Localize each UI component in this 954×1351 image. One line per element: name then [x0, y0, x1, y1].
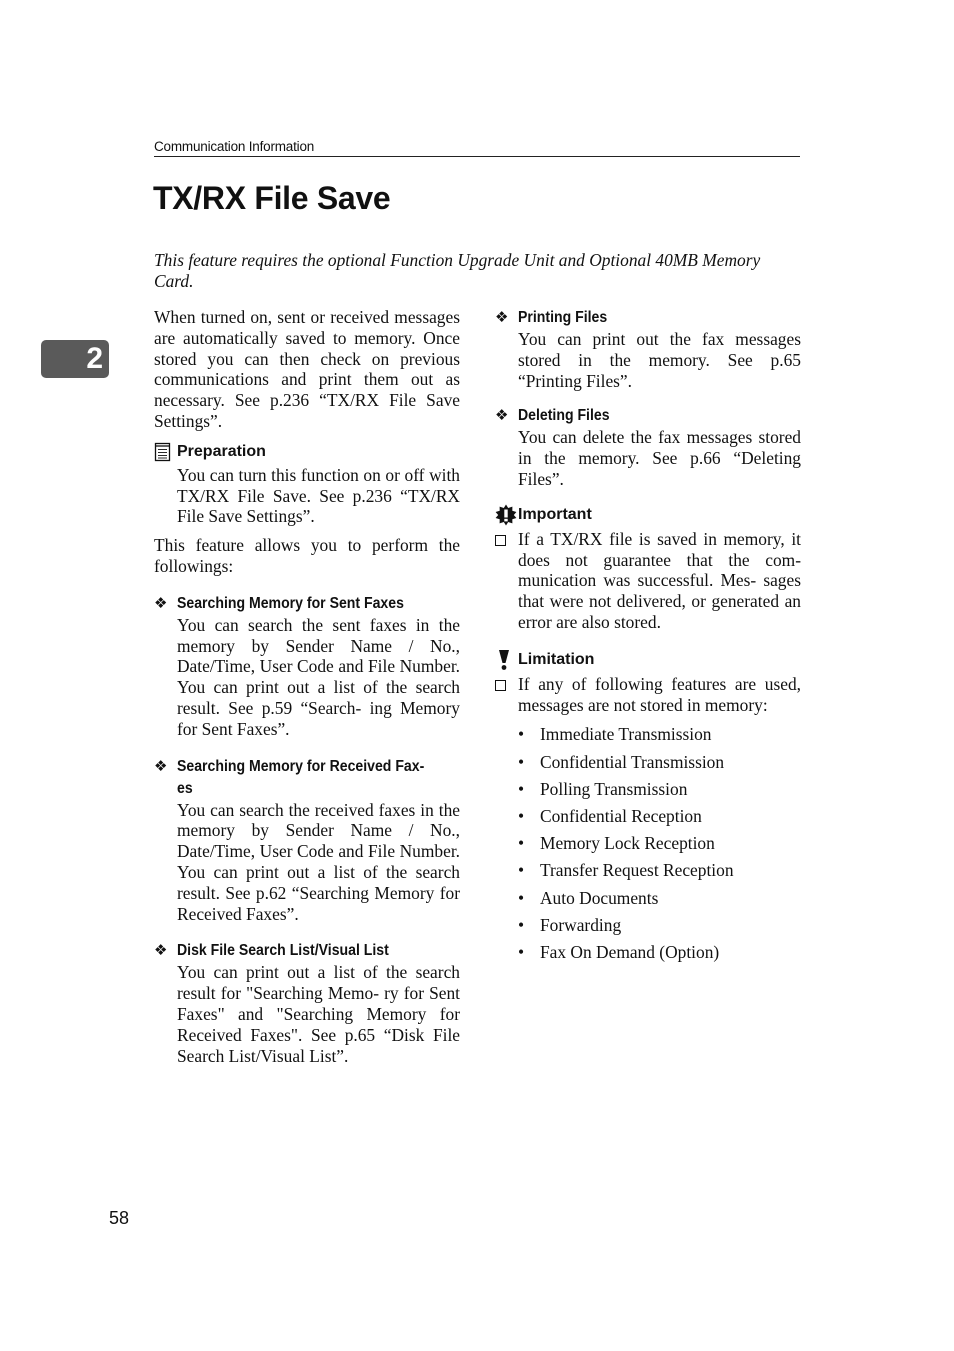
- item-deleting-files: [495, 405, 801, 489]
- diamond-icon: ❖: [154, 757, 168, 775]
- important-item: [495, 529, 801, 633]
- list-item: • Memory Lock Reception: [518, 830, 801, 857]
- item-heading: ❖ Deleting Files: [495, 405, 801, 427]
- bullet-icon: •: [518, 941, 525, 962]
- bullet-icon: •: [518, 778, 525, 799]
- list-item: • Forwarding: [518, 912, 801, 939]
- limitation-heading: [495, 649, 801, 671]
- item-heading: ❖ Disk File Search List/Visual List: [154, 940, 460, 962]
- notepad-icon: [154, 442, 172, 462]
- list-item: • Polling Transmission: [518, 776, 801, 803]
- important-label: Important: [518, 505, 592, 523]
- limitation-item: [495, 674, 801, 716]
- bullet-icon: •: [518, 833, 525, 854]
- bullet-icon: •: [518, 751, 525, 772]
- item-search-received: [154, 756, 460, 925]
- item-heading: ❖ Printing Files: [495, 307, 801, 329]
- exclamation-icon: [495, 649, 513, 671]
- diamond-icon: ❖: [495, 309, 509, 326]
- bullet-icon: •: [518, 860, 525, 881]
- bullet-icon: •: [518, 914, 525, 935]
- limitation-label: Limitation: [518, 650, 595, 668]
- list-item: • Transfer Request Reception: [518, 857, 801, 884]
- running-header: Communication Information: [154, 139, 800, 157]
- item-body: You can print out a list of the search result for "Searching Memo- ry for Sent Faxes" and "Searching Memory for Received Faxes". See p.65 “Disk File Search List/Visual List”.: [177, 962, 460, 1066]
- diamond-icon: ❖: [495, 407, 509, 425]
- item-heading: ❖ Searching Memory for Received Fax- es: [154, 757, 425, 797]
- item-disk-file-search: [154, 940, 460, 1066]
- item-printing-files: [495, 307, 801, 391]
- item-heading: ❖ Searching Memory for Sent Faxes: [154, 593, 460, 615]
- important-heading: [495, 504, 801, 526]
- item-body: You can print out the fax messages stored in the memory. See p.65 “Printing Files”.: [518, 329, 801, 391]
- right-column: [495, 307, 801, 966]
- page-number: 58: [109, 1208, 130, 1228]
- preparation-label: Preparation: [177, 442, 266, 460]
- page-title: TX/RX File Save: [153, 180, 391, 216]
- bullet-icon: •: [518, 724, 525, 745]
- item-body: You can delete the fax messages stored in the memory. See p.66 “Deleting Files”.: [518, 427, 801, 489]
- list-item: • Confidential Transmission: [518, 749, 801, 776]
- list-item: • Confidential Reception: [518, 803, 801, 830]
- limitation-body: If any of following features are used, messages are not stored in memory:: [518, 673, 801, 715]
- preparation-heading: [154, 442, 460, 462]
- limitation-note: [495, 649, 801, 966]
- list-item: • Auto Documents: [518, 885, 801, 912]
- item-body: You can search the sent faxes in the memory by Sender Name / No., Date/Time, User Code and File Number. You can print out a list of the search result. See p.59 “Search- ing Memory for Sent Faxes”.: [177, 614, 460, 739]
- list-item: • Immediate Transmission: [518, 721, 801, 748]
- preparation-note: [154, 442, 460, 527]
- item-search-sent: [154, 593, 460, 740]
- paragraph-overview: When turned on, sent or received messages are automatically saved to memory. Once stored you can then check on previous communications and print them out as necessary. See p.236 “TX/RX File Save Settings”.: [154, 307, 460, 431]
- diamond-icon: ❖: [154, 594, 168, 612]
- important-body: If a TX/RX file is saved in memory, it does not guarantee that the com- munication was successful. Mes- sages that were not delivered, or generated an error are also stored.: [518, 528, 801, 632]
- preparation-body: You can turn this function on or off with TX/RX File Save. See p.236 “TX/RX File Save Settings”.: [177, 464, 460, 527]
- important-note: [495, 504, 801, 633]
- paragraph-followings: This feature allows you to perform the followings:: [154, 535, 460, 576]
- checkbox-icon: [495, 680, 506, 691]
- list-item: • Fax On Demand (Option): [518, 939, 801, 966]
- limitation-list: [518, 721, 801, 966]
- checkbox-icon: [495, 535, 506, 546]
- intro-note: This feature requires the optional Function Upgrade Unit and Optional 40MB Memory Card.: [154, 250, 761, 291]
- diamond-icon: ❖: [154, 942, 168, 960]
- chapter-tab: 2: [41, 340, 109, 378]
- important-seal-icon: [495, 504, 517, 526]
- bullet-icon: •: [518, 887, 525, 908]
- bullet-icon: •: [518, 805, 525, 826]
- left-column: [154, 307, 460, 1066]
- item-body: You can search the received faxes in the memory by Sender Name / No., Date/Time, User Code and File Number. You can print out a list of the search result. See p.62 “Searching Memory for Received Faxes”.: [177, 799, 460, 924]
